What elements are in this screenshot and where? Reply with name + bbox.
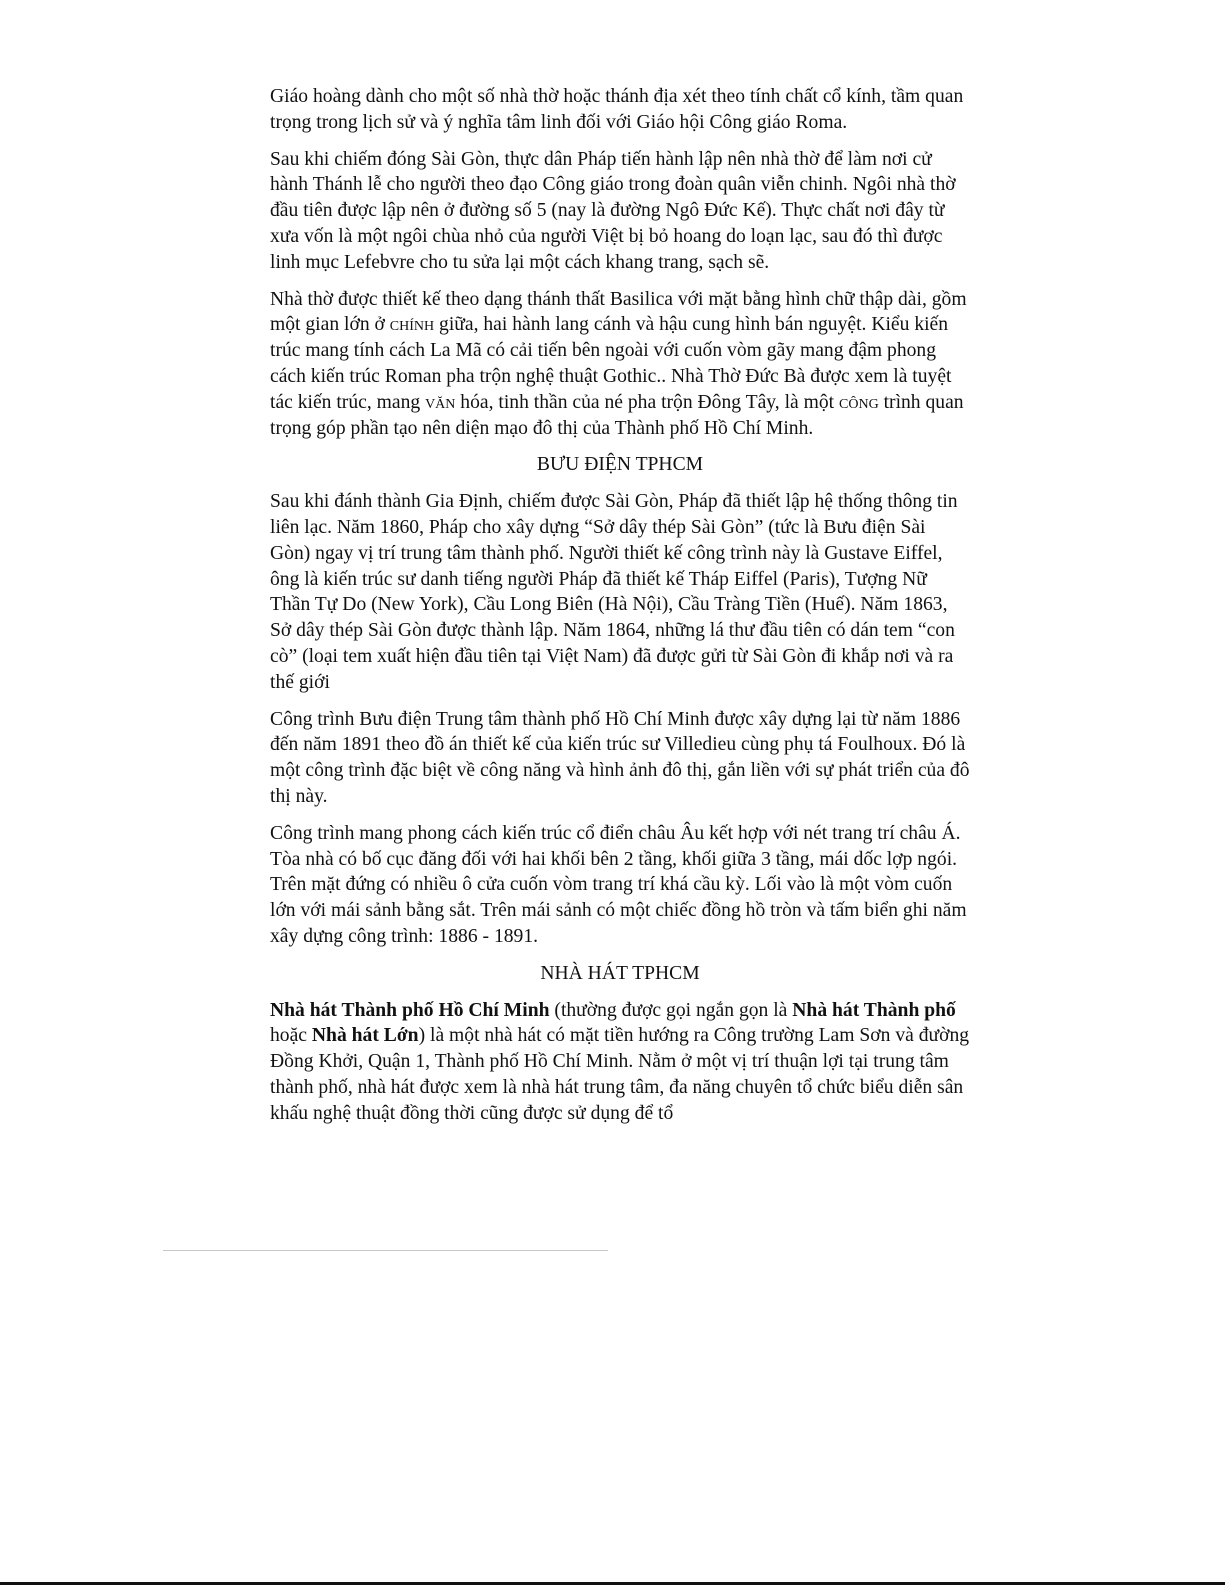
text-run: hoặc	[270, 1025, 312, 1047]
paragraph-opera-house	[270, 998, 970, 1127]
text-run: hóa, tinh thần của né pha trộn Đông Tây, là một	[455, 391, 840, 413]
paragraph-basilica-intro: Giáo hoàng dành cho một số nhà thờ hoặc thánh địa xét theo tính chất cổ kính, tầm quan trọng trong lịch sử và ý nghĩa tâm linh đối với Giáo hội Công giáo Roma.	[270, 86, 964, 133]
bold-run: Nhà hát Lớn	[311, 1025, 419, 1047]
heading-post-office: BƯU ĐIỆN TPHCM	[536, 454, 704, 476]
paragraph-post-office-style: Công trình mang phong cách kiến trúc cổ điển châu Âu kết hợp với nét trang trí châu Á. Tòa nhà có bố cục đăng đối với hai khối bên 2 tầng, khối giữa 3 tầng, mái dốc lợp ngói. Trên mặt đứng có nhiều ô cửa cuốn vòm trang trí khá cầu kỳ. Lối vào là một vòm cuốn lớn với mái sảnh bằng sắt. Trên mái sảnh có một chiếc đồng hồ tròn và tấm biển ghi năm xây dựng công trình: 1886 - 1891.	[270, 822, 967, 947]
smallcaps-run: công	[839, 391, 879, 413]
paragraph-cathedral-architecture	[270, 287, 970, 442]
text-run: ) là một nhà hát có mặt tiền hướng ra Công trường Lam Sơn và đường Đồng Khởi, Quận 1, Thành phố Hồ Chí Minh. Nằm ở một vị trí thuận lợi tại trung tâm thành phố, nhà hát được xem là nhà hát trung tâm, đa năng chuyên tổ chức biểu diễn sân khấu nghệ thuật đồng thời cũng được sử dụng để tổ	[270, 1025, 970, 1124]
smallcaps-run: chính	[389, 314, 435, 336]
text-run: trình quan trọng góp phần tạo nên diện mạo đô thị của Thành phố Hồ Chí Minh.	[270, 391, 964, 439]
text-run: (thường được gọi ngắn gọn là	[549, 999, 793, 1021]
footnote-separator	[163, 1250, 608, 1251]
paragraph-post-office-rebuild: Công trình Bưu điện Trung tâm thành phố Hồ Chí Minh được xây dựng lại từ năm 1886 đến năm 1891 theo đồ án thiết kế của kiến trúc sư Villedieu cùng phụ tá Foulhoux. Đó là một công trình đặc biệt về công năng và hình ảnh đô thị, gắn liền với sự phát triển của đô thị này.	[270, 708, 970, 807]
text-run: Nhà thờ được thiết kế theo dạng thánh thất Basilica với mặt bằng hình chữ thập dài, gồm một gian lớn ở	[270, 288, 967, 336]
bold-run: Nhà hát Thành phố	[792, 999, 956, 1021]
smallcaps-run: văn	[425, 391, 456, 413]
bold-run: Nhà hát Thành phố Hồ Chí Minh	[270, 999, 550, 1021]
document-body	[270, 84, 970, 1137]
text-run: giữa, hai hành lang cánh và hậu cung hình bán nguyệt. Kiểu kiến trúc mang tính cách La Mã có cải tiến bên ngoài với cuốn vòm gãy mang đậm phong cách kiến trúc Roman pha trộn nghệ thuật Gothic.. Nhà Thờ Đức Bà được xem là tuyệt tác kiến trúc, mang	[270, 314, 952, 413]
paragraph-post-office-history: Sau khi đánh thành Gia Định, chiếm được Sài Gòn, Pháp đã thiết lập hệ thống thông tin liên lạc. Năm 1860, Pháp cho xây dựng “Sở dây thép Sài Gòn” (tức là Bưu điện Sài Gòn) ngay vị trí trung tâm thành phố. Người thiết kế công trình này là Gustave Eiffel, ông là kiến trúc sư danh tiếng người Pháp đã thiết kế Tháp Eiffel (Paris), Tượng Nữ Thần Tự Do (New York), Cầu Long Biên (Hà Nội), Cầu Tràng Tiền (Huế). Năm 1863, Sở dây thép Sài Gòn được thành lập. Năm 1864, những lá thư đầu tiên có dán tem “con cò” (loại tem xuất hiện đầu tiên tại Việt Nam) đã được gửi từ Sài Gòn đi khắp nơi và ra thế giới	[270, 491, 958, 693]
paragraph-first-church: Sau khi chiếm đóng Sài Gòn, thực dân Pháp tiến hành lập nên nhà thờ để làm nơi cử hành Thánh lễ cho người theo đạo Công giáo trong đoàn quân viễn chinh. Ngôi nhà thờ đầu tiên được lập nên ở đường số 5 (nay là đường Ngô Đức Kế). Thực chất nơi đây từ xưa vốn là một ngôi chùa nhỏ của người Việt bị bỏ hoang do loạn lạc, sau đó thì được linh mục Lefebvre cho tu sửa lại một cách khang trang, sạch sẽ.	[270, 148, 956, 273]
heading-opera-house: NHÀ HÁT TPHCM	[540, 962, 700, 984]
